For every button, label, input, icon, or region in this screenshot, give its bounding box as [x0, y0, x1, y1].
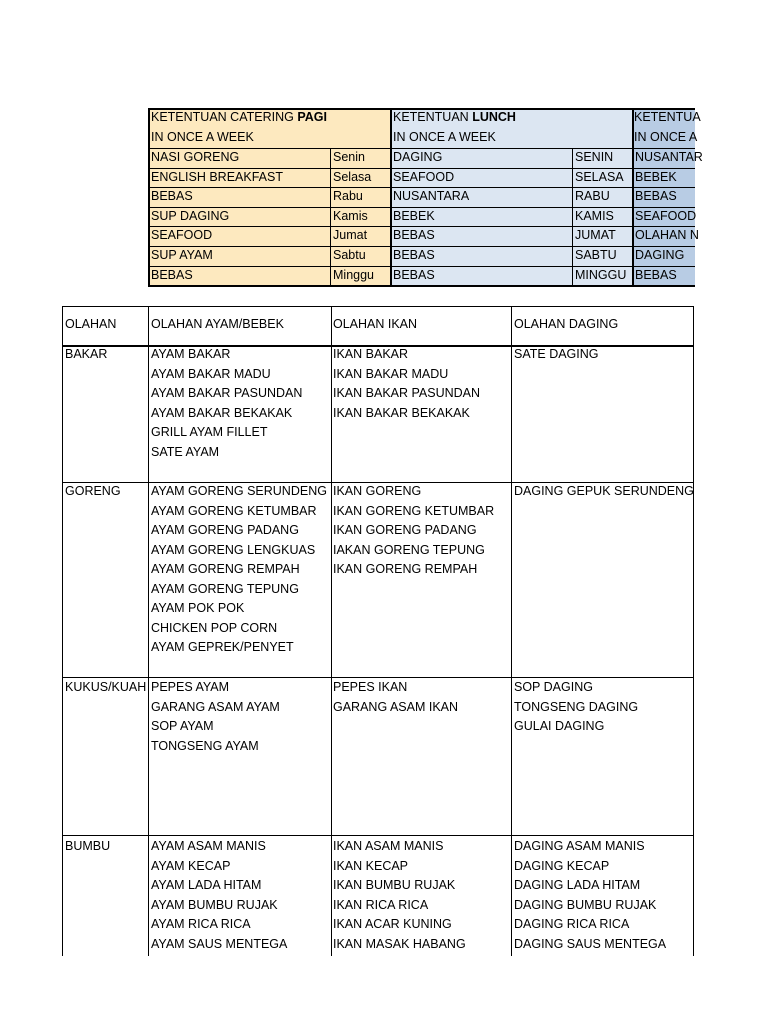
- olahan-item: IKAN GORENG PADANG: [333, 523, 477, 537]
- olahan-item: AYAM GORENG SERUNDENG: [151, 484, 327, 498]
- olahan-item: DAGING KECAP: [514, 858, 610, 873]
- lunch-menu-cell: BEBAS: [393, 228, 435, 243]
- olahan-item: GORENG: [65, 484, 121, 498]
- lunch-day-cell: SABTU: [575, 248, 617, 262]
- olahan-item: KUKUS/KUAH: [65, 680, 147, 694]
- olahan-item: DAGING GEPUK SERUNDENG: [514, 484, 694, 498]
- pagi-day-cell: Jumat: [333, 228, 368, 243]
- olahan-item: AYAM BAKAR PASUNDAN: [151, 386, 303, 400]
- olahan-item: PEPES IKAN: [333, 680, 408, 694]
- lunch-day-cell: RABU: [575, 189, 610, 204]
- lunch-menu-cell: BEBAS: [393, 248, 435, 262]
- olahan-ayam-cell: [149, 678, 331, 756]
- olahan-border-top: [62, 306, 694, 307]
- olahan-item: GARANG ASAM AYAM: [151, 699, 280, 714]
- olahan-item: DAGING BUMBU RUJAK: [514, 897, 657, 912]
- lunch-day-cell: SELASA: [575, 169, 624, 184]
- olahan-item: GARANG ASAM IKAN: [333, 699, 459, 714]
- pagi-menu-cell: ENGLISH BREAKFAST: [151, 169, 283, 184]
- olahan-item: SOP DAGING: [514, 680, 593, 694]
- olahan-item: AYAM GORENG LENGKUAS: [151, 542, 316, 557]
- olahan-item: DAGING RICA RICA: [514, 917, 630, 931]
- pagi-day-cell: Sabtu: [333, 248, 366, 262]
- third-title: KETENTUA: [634, 110, 701, 124]
- catering-border-bottom: [148, 285, 695, 287]
- lunch-menu-cell: DAGING: [393, 150, 443, 164]
- pagi-menu-cell: NASI GORENG: [151, 150, 240, 164]
- olahan-item: IKAN MASAK HABANG: [333, 936, 466, 951]
- olahan-item: AYAM BUMBU RUJAK: [151, 897, 278, 912]
- pagi-title-prefix: KETENTUAN CATERING: [151, 110, 298, 124]
- olahan-ikan-cell: [331, 482, 511, 580]
- olahan-ayam-cell: [149, 345, 331, 462]
- olahan-item: SATE DAGING: [514, 347, 599, 361]
- olahan-item: AYAM LADA HITAM: [151, 878, 262, 892]
- third-menu-cell: DAGING: [635, 248, 685, 262]
- lunch-menu-cell: BEBAS: [393, 267, 435, 282]
- olahan-item: TONGSENG AYAM: [151, 738, 259, 753]
- olahan-item: IKAN BAKAR: [333, 347, 409, 361]
- header-olahan-ikan: OLAHAN IKAN: [333, 317, 418, 331]
- catering-row-border: [148, 168, 695, 169]
- header-olahan: OLAHAN: [65, 317, 117, 331]
- olahan-item: IKAN ASAM MANIS: [333, 839, 444, 853]
- lunch-day-cell: JUMAT: [575, 228, 616, 243]
- catering-col-border: [632, 108, 634, 287]
- pagi-day-cell: Kamis: [333, 208, 368, 223]
- lunch-title: [391, 108, 631, 127]
- lunch-subtitle: IN ONCE A WEEK: [393, 130, 496, 144]
- catering-border-top: [148, 108, 695, 110]
- olahan-item: PEPES AYAM: [151, 680, 230, 694]
- pagi-menu-cell: SUP AYAM: [151, 248, 213, 262]
- third-menu-cell: SEAFOOD: [635, 208, 697, 223]
- olahan-item: IKAN KECAP: [333, 858, 409, 873]
- olahan-item: AYAM GEPREK/PENYET: [151, 640, 294, 654]
- olahan-item: DAGING LADA HITAM: [514, 878, 641, 892]
- olahan-header-border: [62, 345, 694, 347]
- olahan-item: GULAI DAGING: [514, 719, 605, 733]
- olahan-col-border: [693, 306, 694, 956]
- olahan-item: BAKAR: [65, 347, 108, 361]
- header-olahan-ayam-bebek: OLAHAN AYAM/BEBEK: [151, 317, 284, 331]
- olahan-col-border: [62, 306, 63, 956]
- olahan-row-border: [62, 677, 694, 678]
- third-menu-cell: BEBAS: [635, 267, 677, 282]
- third-menu-cell: NUSANTAR: [635, 150, 703, 164]
- olahan-ikan-cell: [331, 837, 511, 954]
- pagi-menu-cell: SUP DAGING: [151, 208, 230, 223]
- olahan-category-cell: [63, 678, 148, 698]
- olahan-row-border: [62, 482, 694, 483]
- olahan-item: AYAM POK POK: [151, 601, 245, 615]
- olahan-item: IKAN BUMBU RUJAK: [333, 878, 456, 892]
- third-subtitle: IN ONCE A: [634, 130, 698, 144]
- pagi-menu-cell: BEBAS: [151, 267, 193, 282]
- olahan-item: IKAN GORENG REMPAH: [333, 562, 478, 576]
- olahan-item: DAGING SAUS MENTEGA: [514, 936, 667, 951]
- olahan-daging-cell: [512, 678, 693, 737]
- catering-col-border: [390, 108, 392, 287]
- olahan-item: AYAM GORENG TEPUNG: [151, 581, 299, 596]
- olahan-item: IKAN BAKAR PASUNDAN: [333, 386, 481, 400]
- olahan-item: GRILL AYAM FILLET: [151, 425, 268, 439]
- olahan-ayam-cell: [149, 837, 331, 954]
- catering-col-border: [572, 148, 573, 287]
- olahan-item: IKAN GORENG: [333, 484, 422, 498]
- olahan-item: DAGING ASAM MANIS: [514, 839, 645, 853]
- lunch-menu-cell: BEBEK: [393, 208, 435, 223]
- olahan-item: AYAM KECAP: [151, 858, 231, 873]
- pagi-day-cell: Senin: [333, 150, 365, 164]
- third-menu-cell: BEBEK: [635, 169, 677, 184]
- olahan-item: AYAM BAKAR BEKAKAK: [151, 405, 293, 420]
- pagi-day-cell: Rabu: [333, 189, 363, 204]
- olahan-item: AYAM GORENG REMPAH: [151, 562, 300, 576]
- catering-row-border: [148, 226, 695, 227]
- lunch-menu-cell: NUSANTARA: [393, 189, 470, 204]
- olahan-ikan-cell: [331, 678, 511, 717]
- olahan-ikan-cell: [331, 345, 511, 423]
- third-menu-cell: OLAHAN N: [635, 228, 699, 243]
- olahan-col-border: [148, 306, 149, 956]
- pagi-day-cell: Minggu: [333, 267, 374, 282]
- lunch-title-bold: LUNCH: [472, 110, 516, 124]
- olahan-item: AYAM SAUS MENTEGA: [151, 936, 288, 951]
- olahan-ayam-cell: [149, 482, 331, 658]
- lunch-title-prefix: KETENTUAN: [393, 110, 473, 124]
- olahan-item: AYAM ASAM MANIS: [151, 839, 266, 853]
- catering-col-border: [148, 108, 150, 287]
- olahan-category-cell: [63, 345, 148, 365]
- pagi-title-bold: PAGI: [297, 110, 327, 124]
- olahan-col-border: [511, 306, 512, 956]
- pagi-day-cell: Selasa: [333, 169, 372, 184]
- catering-row-border: [148, 246, 695, 247]
- olahan-item: AYAM GORENG PADANG: [151, 523, 299, 537]
- olahan-item: CHICKEN POP CORN: [151, 620, 278, 635]
- olahan-item: IAKAN GORENG TEPUNG: [333, 542, 485, 557]
- catering-row-border: [148, 207, 695, 208]
- pagi-menu-cell: BEBAS: [151, 189, 193, 204]
- olahan-daging-cell: [512, 345, 693, 365]
- olahan-item: BUMBU: [65, 839, 111, 853]
- lunch-menu-cell: SEAFOOD: [393, 169, 455, 184]
- olahan-item: IKAN RICA RICA: [333, 897, 429, 912]
- olahan-daging-cell: [512, 837, 693, 954]
- olahan-item: AYAM BAKAR: [151, 347, 231, 361]
- olahan-item: SATE AYAM: [151, 444, 220, 459]
- lunch-day-cell: SENIN: [575, 150, 614, 164]
- pagi-title: [149, 108, 389, 127]
- third-menu-cell: BEBAS: [635, 189, 677, 204]
- olahan-item: TONGSENG DAGING: [514, 699, 639, 714]
- catering-col-border: [330, 148, 331, 287]
- catering-row-border: [148, 187, 695, 188]
- olahan-item: AYAM BAKAR MADU: [151, 366, 271, 381]
- olahan-item: IKAN ACAR KUNING: [333, 917, 452, 931]
- olahan-item: IKAN BAKAR MADU: [333, 366, 449, 381]
- header-olahan-daging: OLAHAN DAGING: [514, 317, 619, 331]
- olahan-row-border: [62, 835, 694, 836]
- olahan-item: IKAN GORENG KETUMBAR: [333, 503, 495, 518]
- olahan-category-cell: [63, 837, 148, 857]
- pagi-menu-cell: SEAFOOD: [151, 228, 213, 243]
- olahan-col-border: [331, 306, 332, 956]
- lunch-day-cell: MINGGU: [575, 267, 627, 282]
- lunch-day-cell: KAMIS: [575, 208, 614, 223]
- olahan-item: AYAM RICA RICA: [151, 917, 251, 931]
- catering-header-border: [148, 148, 695, 149]
- olahan-item: AYAM GORENG KETUMBAR: [151, 503, 317, 518]
- olahan-category-cell: [63, 482, 148, 502]
- olahan-daging-cell: [512, 482, 693, 502]
- olahan-item: SOP AYAM: [151, 719, 214, 733]
- catering-row-border: [148, 266, 695, 267]
- pagi-subtitle: IN ONCE A WEEK: [151, 130, 254, 144]
- olahan-item: IKAN BAKAR BEKAKAK: [333, 405, 470, 420]
